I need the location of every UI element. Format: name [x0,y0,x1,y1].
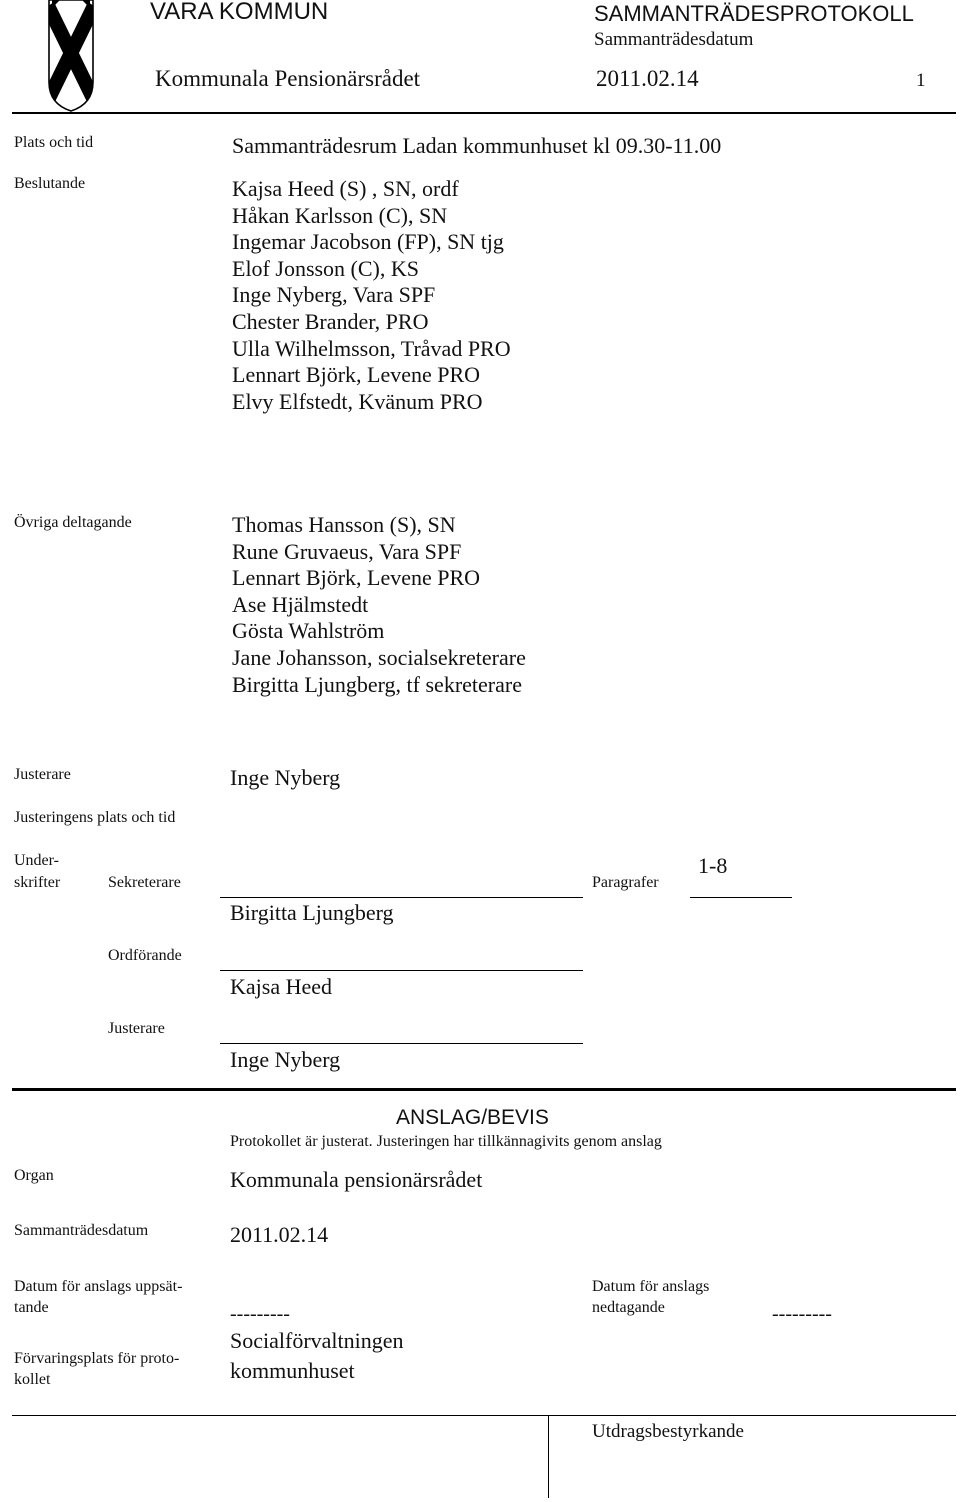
header-rule [12,112,956,114]
paragraphs-value: 1-8 [698,853,728,878]
list-item: Chester Brander, PRO [232,308,429,334]
committee-name: Kommunala Pensionärsrådet [155,66,421,91]
extract-label: Utdragsbestyrkande [592,1421,744,1442]
organ-value: Kommunala pensionärsrådet [230,1167,483,1192]
list-item: Kajsa Heed (S) , SN, ordf [232,176,459,201]
organ-label: Organ [14,1167,54,1184]
list-item: Birgitta Ljungberg, tf sekreterare [232,671,522,697]
list-item: Lennart Björk, Levene PRO [232,362,481,388]
storage-label-1: Förvaringsplats för proto- [14,1350,180,1367]
coat-of-arms-logo [48,0,94,112]
chair-label: Ordförande [108,947,182,964]
notice-date: 2011.02.14 [230,1222,329,1247]
posted-label-2: tande [14,1299,49,1316]
bottom-divider [548,1415,549,1498]
adjuster-label: Justerare [14,766,71,783]
document-type: SAMMANTRÄDESPROTOKOLL [594,1,914,26]
removed-label-2: nedtagande [592,1299,665,1316]
page-number: 1 [916,70,926,91]
signature-adjuster-label: Justerare [108,1020,165,1037]
list-item: Lennart Björk, Levene PRO [232,565,481,591]
list-item: Ingemar Jacobson (FP), SN tjg [232,229,504,255]
paragraphs-label: Paragrafer [592,874,659,891]
list-item: Håkan Karlsson (C), SN [232,202,448,228]
secretary-signature-line [220,897,583,898]
secretary-label: Sekreterare [108,874,181,891]
deciding-list [232,176,511,415]
deciding-label: Beslutande [14,175,86,192]
secretary-name: Birgitta Ljungberg [230,900,394,925]
municipality-name: VARA KOMMUN [150,0,329,25]
header-date: 2011.02.14 [596,66,699,91]
paragraphs-line [690,897,792,898]
storage-value-2: kommunhuset [230,1358,355,1383]
notice-title: ANSLAG/BEVIS [396,1106,549,1129]
others-label: Övriga deltagande [14,514,132,531]
adjuster-name: Inge Nyberg [230,765,341,790]
list-item: Elof Jonsson (C), KS [232,255,420,281]
meeting-date-label: Sammanträdesdatum [594,29,754,50]
signatures-label-2: skrifter [14,874,61,891]
list-item: Jane Johansson, socialsekreterare [232,644,526,670]
section-rule [12,1088,956,1091]
list-item: Rune Gruvaeus, Vara SPF [232,538,462,564]
list-item: Inge Nyberg, Vara SPF [232,282,436,308]
place-value: Sammanträdesrum Ladan kommunhuset kl 09.30-11.00 [232,133,722,158]
adjuster-signature-line [220,1043,583,1044]
place-label: Plats och tid [14,134,94,151]
chair-signature-line [220,970,583,971]
adjust-place-label: Justeringens plats och tid [14,809,176,826]
list-item: Gösta Wahlström [232,618,385,644]
bottom-rule [12,1415,956,1416]
signatures-label-1: Under- [14,852,59,869]
chair-name: Kajsa Heed [230,974,333,999]
storage-value-1: Socialförvaltningen [230,1328,404,1353]
list-item: Ase Hjälmstedt [232,591,369,617]
list-item: Thomas Hansson (S), SN [232,512,456,537]
posted-label-1: Datum för anslags uppsät- [14,1278,183,1295]
removed-label-1: Datum för anslags [592,1278,710,1295]
removed-value: --------- [772,1303,832,1325]
notice-date-label: Sammanträdesdatum [14,1222,149,1239]
posted-value: --------- [230,1303,290,1325]
list-item: Elvy Elfstedt, Kvänum PRO [232,388,483,414]
signature-adjuster-name: Inge Nyberg [230,1047,341,1072]
others-list [232,512,526,698]
notice-statement: Protokollet är justerat. Justeringen har tillkännagivits genom anslag [230,1133,662,1150]
list-item: Ulla Wilhelmsson, Tråvad PRO [232,335,511,361]
storage-label-2: kollet [14,1371,51,1388]
